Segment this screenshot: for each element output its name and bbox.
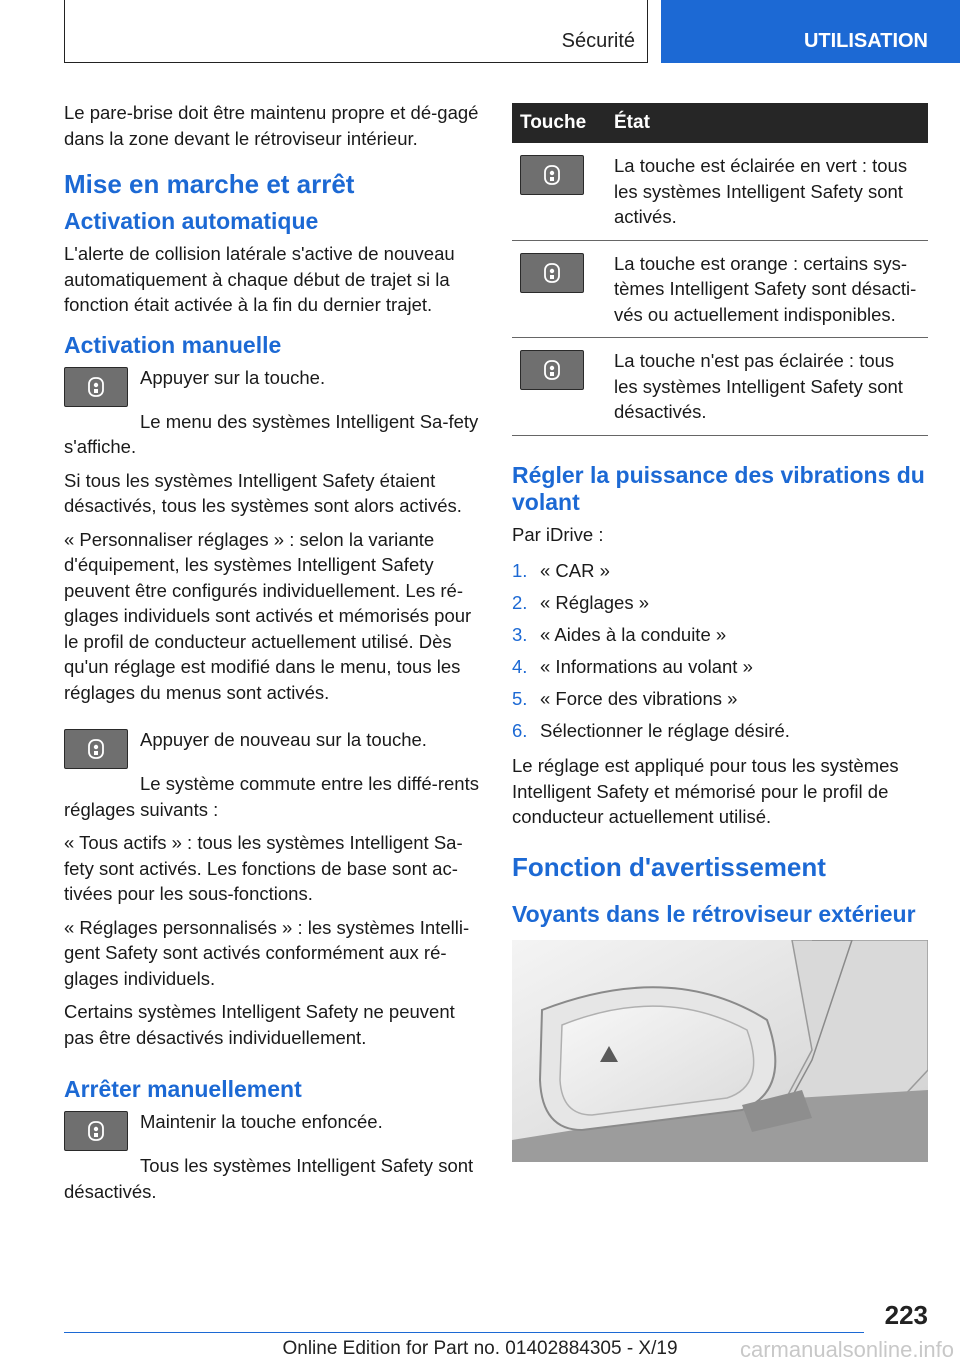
mirror-illustration	[512, 940, 928, 1162]
header-section-title: Sécurité	[561, 30, 635, 52]
intelligent-safety-key-icon	[64, 729, 128, 769]
par-idrive-text: Par iDrive :	[512, 523, 604, 545]
intelligent-safety-key-icon	[64, 367, 128, 407]
heading-auto-activation: Activation automatique	[64, 208, 319, 234]
intelligent-safety-key-icon	[64, 1111, 128, 1151]
header-chapter-title: UTILISATION	[803, 30, 928, 52]
heading-start-stop: Mise en marche et arrêt	[64, 169, 355, 199]
press-again-step: Appuyer de nouveau sur la touche.	[140, 729, 427, 750]
personalize-settings-text: « Personnaliser réglages » : selon la variante d'équipement, les systèmes Intelligent Safety peuvent être configurés individuellement. Les ré-glages individuels sont activés et mémorisés pour le profil de conducteur actuellement utilisé. Dès qu'un réglage est modifié dans le menu, tous les réglages du menus sont activés.	[64, 528, 472, 703]
applied-text: Le réglage est appliqué pour tous les systèmes Intelligent Safety et mémorisé pour le profil de conducteur actuellement utilisé.	[512, 755, 899, 827]
manual-activation-row	[64, 365, 479, 407]
press-again-switch-text: Le système commute entre les diffé-rents réglages suivants :	[64, 773, 479, 820]
header-section-box	[64, 0, 648, 63]
heading-manual-stop: Arrêter manuellement	[64, 1076, 302, 1102]
table-header-state: État	[606, 103, 928, 143]
manual-stop-step: Maintenir la touche enfoncée.	[140, 1111, 383, 1132]
heading-warning-function: Fonction d'avertissement	[512, 851, 826, 882]
list-item: 6. Sélectionner le réglage désiré.	[512, 720, 790, 741]
table-row	[512, 143, 928, 240]
table-state-cell: La touche est orange : certains sys-tèmes Intelligent Safety sont désacti-vés ou actuellement indisponibles.	[606, 240, 928, 338]
key-off-icon	[520, 350, 584, 390]
press-again-row	[64, 727, 479, 769]
key-green-icon	[520, 155, 584, 195]
heading-mirror-lights: Voyants dans le rétroviseur extérieur	[512, 900, 916, 927]
page-number: 223	[884, 1300, 928, 1330]
heading-vibration: Régler la puissance des vibrations du volant	[512, 461, 925, 515]
list-item: 4. « Informations au volant »	[512, 656, 753, 677]
right-column	[512, 103, 928, 1162]
certain-systems-text: Certains systèmes Intelligent Safety ne peuvent pas être désactivés individuellement.	[64, 1001, 455, 1048]
list-item: 2. « Réglages »	[512, 592, 650, 613]
manual-stop-result: Tous les systèmes Intelligent Safety sont désactivés.	[64, 1155, 474, 1202]
header-chapter-tab	[661, 0, 960, 63]
footer-line	[64, 1332, 864, 1333]
table-state-cell: La touche est éclairée en vert : tous les systèmes Intelligent Safety sont activés.	[606, 143, 928, 240]
key-state-table	[512, 103, 928, 436]
manual-activation-note: Si tous les systèmes Intelligent Safety étaient désactivés, tous les systèmes sont alors activés.	[64, 469, 462, 516]
list-item: 1. « CAR »	[512, 560, 610, 581]
list-item: 3. « Aides à la conduite »	[512, 624, 727, 645]
intro-text: Le pare-brise doit être maintenu propre et dé-gagé dans la zone devant le rétroviseur intérieur.	[64, 102, 479, 149]
personal-settings-text: « Réglages personnalisés » : les systèmes Intelli-gent Safety sont activés conformément aux ré-glages individuels.	[64, 916, 470, 989]
watermark: carmanualsonline.info	[739, 1337, 954, 1362]
key-orange-icon	[520, 253, 584, 293]
table-state-cell: La touche n'est pas éclairée : tous les systèmes Intelligent Safety sont désactivés.	[606, 338, 928, 436]
footer-edition: Online Edition for Part no. 01402884305 - X/19	[282, 1338, 678, 1359]
table-row	[512, 338, 928, 436]
manual-activation-menu-text: Le menu des systèmes Intelligent Sa-fety s'affiche.	[64, 410, 479, 457]
steps-list	[512, 555, 928, 747]
table-header-key: Touche	[512, 103, 606, 143]
all-active-text: « Tous actifs » : tous les systèmes Intelligent Sa-fety sont activés. Les fonctions de base sont ac-tivées pour les sous-fonctions.	[64, 832, 463, 904]
manual-activation-step: Appuyer sur la touche.	[140, 366, 326, 388]
manual-stop-row	[64, 1109, 479, 1151]
auto-activation-text: L'alerte de collision latérale s'active de nouveau automatiquement à chaque début de trajet si la fonction était activée à la fin du dernier trajet.	[64, 243, 455, 315]
left-column	[64, 100, 479, 1212]
table-row	[512, 240, 928, 338]
list-item: 5. « Force des vibrations »	[512, 688, 738, 709]
heading-manual-activation: Activation manuelle	[64, 331, 282, 358]
